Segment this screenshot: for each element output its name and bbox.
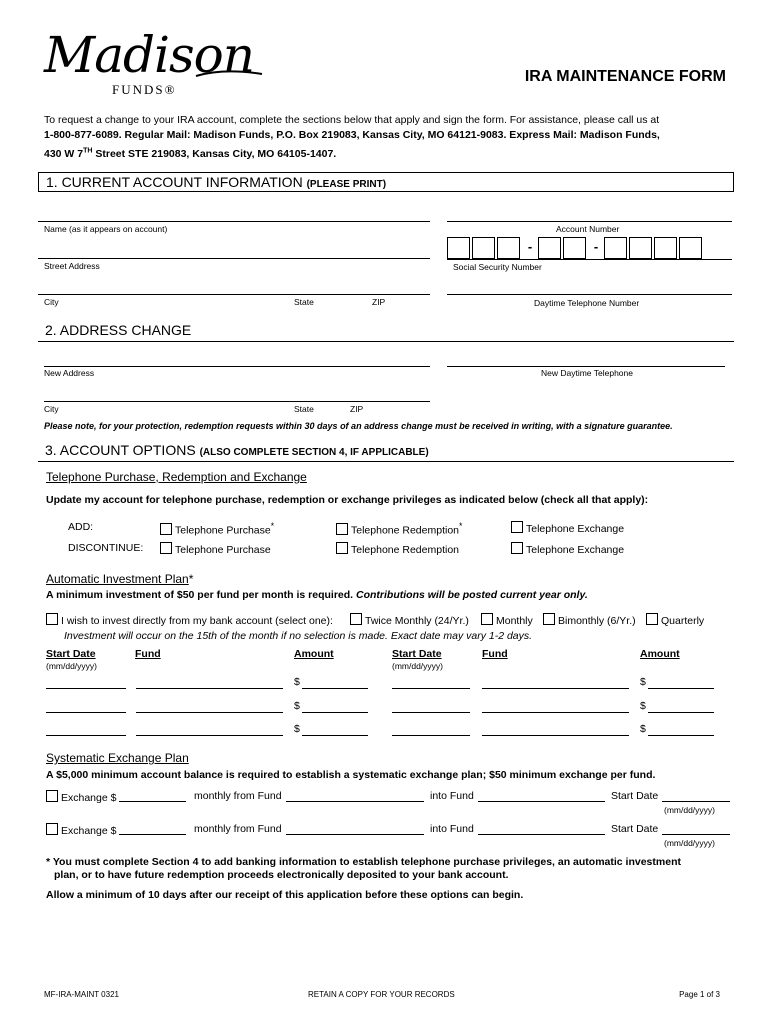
intro-line-3a: 430 W 7: [44, 147, 84, 160]
monthly-from-label: monthly from Fund: [194, 790, 282, 802]
aip-amount-field[interactable]: [648, 735, 714, 736]
account-number-line: [447, 221, 732, 222]
aip-start-date-field[interactable]: [392, 735, 470, 736]
allow-note: Allow a minimum of 10 days after our receipt of this application before these options can begin.: [46, 889, 524, 901]
footnote-line-1: * You must complete Section 4 to add banking information to establish telephone purchase privileges, an automatic investment: [46, 856, 681, 868]
logo-funds: FUNDS®: [112, 82, 177, 97]
checkbox[interactable]: [511, 542, 523, 554]
col-start-date: Start Date: [46, 648, 96, 660]
retain-note: RETAIN A COPY FOR YOUR RECORDS: [308, 990, 455, 999]
phone-label: Daytime Telephone Number: [534, 298, 640, 308]
checkbox[interactable]: [543, 613, 555, 625]
checkbox[interactable]: [336, 523, 348, 535]
monthly-from-label: monthly from Fund: [194, 823, 282, 835]
option-label: Quarterly: [661, 615, 705, 627]
phone-field[interactable]: [447, 294, 732, 295]
digit-box[interactable]: [679, 237, 702, 259]
aip-start-date-field[interactable]: [46, 735, 126, 736]
account-number-boxes[interactable]: [447, 237, 704, 259]
aip-minimum: [46, 589, 588, 601]
discontinue-telephone-redemption[interactable]: [336, 542, 459, 556]
sep-start-date-field[interactable]: [662, 834, 730, 835]
start-date-label: Start Date: [611, 823, 659, 835]
new-state-label: State: [294, 404, 314, 414]
col-start-date: Start Date: [392, 648, 442, 660]
zip-label: ZIP: [372, 297, 386, 307]
checkbox[interactable]: [46, 790, 58, 802]
dollar-sign: $: [640, 723, 646, 735]
add-telephone-purchase[interactable]: [160, 521, 274, 537]
ssn-label: Social Security Number: [453, 262, 542, 272]
ssn-field[interactable]: [447, 259, 732, 260]
address-change-note: Please note, for your protection, redemption requests within 30 days of an address change must be received in writing, with a signature guarantee.: [44, 421, 673, 431]
aip-amount-field[interactable]: [302, 735, 368, 736]
section-1-title: 1. CURRENT ACCOUNT INFORMATION: [46, 174, 303, 190]
checkbox[interactable]: [160, 523, 172, 535]
dash: -: [527, 239, 533, 254]
dollar-sign: $: [640, 700, 646, 712]
name-label: Name (as it appears on account): [44, 224, 168, 234]
street-label: Street Address: [44, 261, 100, 271]
section-3-title: 3. ACCOUNT OPTIONS: [45, 442, 196, 458]
aip-fund-field[interactable]: [136, 735, 283, 736]
intro-line-3b: Street STE 219083, Kansas City, MO 64105-1407.: [92, 147, 337, 160]
checkbox[interactable]: [160, 542, 172, 554]
digit-box[interactable]: [563, 237, 586, 259]
asterisk: *: [188, 572, 194, 586]
dash: -: [593, 239, 599, 254]
digit-box[interactable]: [447, 237, 470, 259]
sep-from-fund-field[interactable]: [286, 834, 424, 835]
aip-amount-field[interactable]: [302, 712, 368, 713]
aip-fund-field[interactable]: [482, 688, 629, 689]
digit-box[interactable]: [604, 237, 627, 259]
sep-exchange-1[interactable]: [46, 790, 116, 804]
sep-into-fund-field[interactable]: [478, 801, 605, 802]
discontinue-telephone-purchase[interactable]: [160, 542, 271, 556]
aip-heading: [46, 570, 193, 588]
state-label: State: [294, 297, 314, 307]
intro-text: [44, 113, 734, 162]
digit-box[interactable]: [472, 237, 495, 259]
new-city-field[interactable]: [44, 401, 430, 402]
logo-swash-icon: [194, 66, 264, 82]
aip-fund-field[interactable]: [482, 735, 629, 736]
city-label: City: [44, 297, 59, 307]
digit-box[interactable]: [654, 237, 677, 259]
discontinue-telephone-exchange[interactable]: [511, 542, 624, 556]
sep-from-fund-field[interactable]: [286, 801, 424, 802]
into-fund-label: into Fund: [430, 790, 474, 802]
option-label: Monthly: [496, 615, 533, 627]
sep-into-fund-field[interactable]: [478, 834, 605, 835]
aip-bank-option[interactable]: [46, 613, 333, 627]
start-date-label: Start Date: [611, 790, 659, 802]
aip-monthly[interactable]: [481, 613, 533, 627]
city-field[interactable]: [38, 294, 430, 295]
option-label: Bimonthly (6/Yr.): [558, 615, 636, 627]
aip-start-date-field[interactable]: [46, 688, 126, 689]
asterisk: *: [270, 521, 275, 531]
option-label: Telephone Redemption: [351, 524, 459, 537]
col-format: (mm/dd/yyyy): [46, 661, 97, 671]
aip-start-date-field[interactable]: [392, 688, 470, 689]
digit-box[interactable]: [538, 237, 561, 259]
aip-amount-field[interactable]: [302, 688, 368, 689]
intro-line-2: 1-800-877-6089. Regular Mail: Madison Funds, P.O. Box 219083, Kansas City, MO 64121-9083. Express Mail: Madison Funds,: [44, 129, 660, 141]
option-label: Telephone Exchange: [526, 523, 625, 535]
col-fund: Fund: [135, 648, 161, 660]
date-format: (mm/dd/yyyy): [664, 838, 715, 848]
option-label: Exchange $: [61, 825, 117, 837]
sep-start-date-field[interactable]: [662, 801, 730, 802]
section-2-header: [38, 322, 734, 342]
footnote-line-2: plan, or to have future redemption proceeds electronically deposited to your bank account.: [54, 869, 509, 881]
telephone-heading: Telephone Purchase, Redemption and Exchange: [46, 470, 307, 484]
aip-fund-field[interactable]: [482, 712, 629, 713]
col-fund: Fund: [482, 648, 508, 660]
new-address-field[interactable]: [44, 366, 430, 367]
option-label: Telephone Exchange: [526, 544, 625, 556]
aip-amount-field[interactable]: [648, 688, 714, 689]
aip-start-date-field[interactable]: [392, 712, 470, 713]
account-number-label: Account Number: [556, 224, 620, 234]
col-amount: Amount: [294, 648, 334, 660]
new-phone-field[interactable]: [447, 366, 725, 367]
option-label: Telephone Redemption: [351, 544, 459, 556]
checkbox[interactable]: [646, 613, 658, 625]
add-telephone-exchange[interactable]: [511, 521, 624, 535]
section-3-note: (ALSO COMPLETE SECTION 4, IF APPLICABLE): [199, 447, 429, 458]
new-zip-label: ZIP: [350, 404, 364, 414]
aip-twice-monthly[interactable]: [350, 613, 469, 627]
checkbox[interactable]: [511, 521, 523, 533]
date-format: (mm/dd/yyyy): [664, 805, 715, 815]
section-3-header: [38, 442, 734, 462]
option-label: Exchange $: [61, 792, 117, 804]
checkbox[interactable]: [46, 823, 58, 835]
dollar-sign: $: [294, 723, 300, 735]
col-format: (mm/dd/yyyy): [392, 661, 443, 671]
aip-bimonthly[interactable]: [543, 613, 636, 627]
new-address-label: New Address: [44, 368, 95, 378]
form-code: MF-IRA-MAINT 0321: [44, 990, 119, 999]
aip-fund-field[interactable]: [136, 688, 283, 689]
section-2-title: 2. ADDRESS CHANGE: [45, 322, 192, 338]
col-amount: Amount: [640, 648, 680, 660]
page-number: Page 1 of 3: [679, 990, 720, 999]
checkbox[interactable]: [350, 613, 362, 625]
checkbox[interactable]: [46, 613, 58, 625]
discontinue-label: DISCONTINUE:: [68, 542, 144, 554]
logo-script: Madison: [44, 26, 254, 84]
dollar-sign: $: [294, 700, 300, 712]
new-phone-label: New Daytime Telephone: [541, 368, 633, 378]
sep-exchange-2[interactable]: [46, 823, 116, 837]
section-1-note: (PLEASE PRINT): [306, 179, 387, 190]
option-label: Telephone Purchase: [175, 544, 271, 556]
sep-minimum: A $5,000 minimum account balance is required to establish a systematic exchange plan; $50 minimum exchange per fund.: [46, 769, 656, 781]
aip-min-bold: A minimum investment of $50 per fund per month is required.: [46, 589, 354, 601]
aip-heading-text: Automatic Investment Plan: [46, 572, 189, 586]
street-field[interactable]: [38, 258, 430, 259]
option-label: Twice Monthly (24/Yr.): [365, 615, 469, 627]
aip-min-italic: Contributions will be posted current year only.: [356, 589, 588, 601]
aip-quarterly[interactable]: [646, 613, 704, 627]
into-fund-label: into Fund: [430, 823, 474, 835]
option-label: Telephone Purchase: [175, 524, 271, 537]
aip-schedule-note: Investment will occur on the 15th of the month if no selection is made. Exact date may vary 1-2 days.: [64, 630, 533, 642]
aip-start-date-field[interactable]: [46, 712, 126, 713]
option-label: I wish to invest directly from my bank account (select one):: [61, 615, 333, 627]
digit-box[interactable]: [629, 237, 652, 259]
intro-line-1: To request a change to your IRA account, complete the sections below that apply and sign the form. For assistance, please call us at: [44, 114, 660, 126]
sep-heading: Systematic Exchange Plan: [46, 751, 189, 765]
checkbox[interactable]: [481, 613, 493, 625]
name-field[interactable]: [38, 221, 430, 222]
digit-box[interactable]: [497, 237, 520, 259]
sep-amount-field[interactable]: [119, 834, 186, 835]
intro-line-3-sup: TH: [83, 147, 93, 154]
madison-funds-logo: [44, 26, 264, 106]
aip-fund-field[interactable]: [136, 712, 283, 713]
form-title: IRA MAINTENANCE FORM: [524, 68, 726, 85]
aip-amount-field[interactable]: [648, 712, 714, 713]
sep-amount-field[interactable]: [119, 801, 186, 802]
add-label: ADD:: [68, 521, 94, 533]
dollar-sign: $: [640, 676, 646, 688]
add-telephone-redemption[interactable]: [336, 521, 462, 537]
asterisk: *: [459, 521, 463, 531]
section-1-header: [38, 172, 734, 192]
dollar-sign: $: [294, 676, 300, 688]
telephone-instruction: Update my account for telephone purchase, redemption or exchange privileges as indicated below (check all that apply):: [46, 494, 649, 506]
checkbox[interactable]: [336, 542, 348, 554]
new-city-label: City: [44, 404, 59, 414]
